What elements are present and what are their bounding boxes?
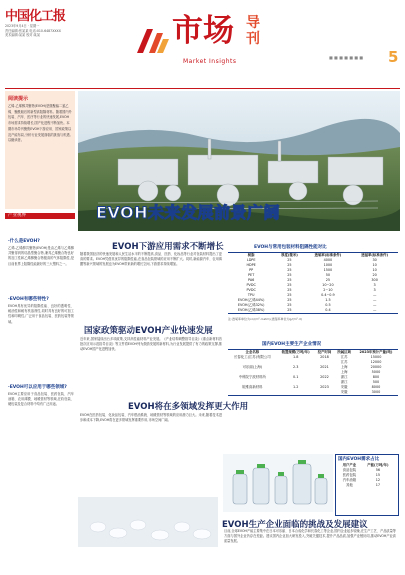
table-header: 装置规模(万吨/年) bbox=[281, 350, 310, 354]
table-cell: 浙江 bbox=[340, 374, 348, 379]
section-title: 市场 bbox=[172, 13, 234, 49]
table-cell: EVOH(乙烯44%) bbox=[237, 297, 265, 302]
table-cell: 2023 bbox=[320, 384, 329, 389]
illustration-bottles bbox=[223, 454, 333, 512]
table-cell: 2~10 bbox=[323, 287, 333, 292]
table-cell: 汽车油箱 bbox=[342, 477, 357, 482]
table-cell: 2021 bbox=[320, 364, 329, 369]
table-cell: 50 bbox=[325, 272, 331, 277]
table-cell: 10~20 bbox=[322, 282, 334, 287]
table-cell: 30 bbox=[372, 257, 377, 262]
table-cell: 17 bbox=[375, 482, 381, 487]
section-logo-icon bbox=[135, 27, 171, 55]
table-cell: — bbox=[372, 297, 377, 302]
table-cell: 上海 bbox=[340, 364, 348, 369]
qa-question: ·EVOH可以应用于哪些领域? bbox=[8, 385, 67, 390]
table-cell: 20000 bbox=[370, 364, 382, 369]
table-header: 透氧率(标准条件) bbox=[314, 253, 342, 257]
table-cell: 4000 bbox=[323, 257, 333, 262]
table-title: 国内EVOH需求占比 bbox=[338, 457, 380, 462]
page-number: 5 bbox=[388, 48, 399, 66]
hero-title: EVOH未来发展前景广阔 bbox=[96, 203, 281, 222]
table-cell: PA6 bbox=[248, 277, 255, 282]
table-cell: 25 bbox=[287, 257, 292, 262]
table-cell: — bbox=[372, 307, 377, 312]
table-cell: 15000 bbox=[370, 354, 382, 359]
article-body: 随着我国经济的快速发展和人民生活水平的不断提高,食品、医药、化妆品等行业对包装材料提出了更高的要求。EVOH凭借其优异的阻隔性能,在食品包装领域的应用不断扩大。同时,新能源汽车、农用薄膜等新兴领域的发展也为EVOH带来新的增长空间,下游需求持续增加。 bbox=[80, 252, 222, 267]
qa-question: ·EVOH有哪些特性? bbox=[8, 297, 49, 302]
table-cell: 25 bbox=[287, 272, 292, 277]
qa-answer: EVOH主要应用于食品包装、医药包装、汽车油箱、农用薄膜、地暖管材等领域,在软包装、硬包装及复合材料中均有广泛用途。 bbox=[8, 392, 74, 407]
table-cell: 安徽 bbox=[340, 389, 348, 394]
table-cell: PVDC bbox=[246, 282, 256, 287]
table-cell: 3 bbox=[373, 287, 376, 292]
table-cell: 15 bbox=[375, 472, 381, 477]
table-cell: 江苏 bbox=[340, 359, 348, 364]
table-cell: 25 bbox=[287, 282, 292, 287]
meta-line: 2023年9月4日 · 星期一 bbox=[5, 24, 40, 28]
table-cell: 安徽 bbox=[340, 384, 348, 389]
qa-answer: EVOH具有优异的阻隔性能、良好的透明性、耐油性和耐有机溶剂性,同时具有良好的可加工性和印刷性,广泛用于食品包装、医药包装等领域。 bbox=[8, 304, 74, 324]
table-title: 国内EVOH主要生产企业情况 bbox=[262, 342, 322, 347]
table-cell: 25 bbox=[287, 267, 292, 272]
table-cell: PP bbox=[249, 267, 254, 272]
table-cell bbox=[277, 390, 315, 395]
table-cell: 20 bbox=[372, 272, 377, 277]
table-cell: 25 bbox=[287, 307, 292, 312]
table-cell: 25 bbox=[287, 297, 292, 302]
table-cell: 1.2 bbox=[292, 384, 299, 389]
masthead-meta bbox=[5, 24, 85, 38]
table-cell: 浙江 bbox=[340, 379, 348, 384]
table-cell: 800 bbox=[372, 374, 380, 379]
table-header: 厚度(微米) bbox=[281, 253, 298, 257]
section-title-en: Market Insights bbox=[183, 58, 237, 65]
illustration-pellets bbox=[78, 497, 218, 547]
masthead-logo: 中国化工报 bbox=[5, 9, 66, 24]
table-cell: 25 bbox=[287, 287, 292, 292]
qa-question: ·什么是EVOH? bbox=[8, 239, 40, 244]
table-cell: 1000 bbox=[323, 262, 333, 267]
table-cell: 25 bbox=[287, 302, 292, 307]
table-cell: 500 bbox=[372, 379, 380, 384]
table-cell: 3000 bbox=[371, 389, 381, 394]
table-header: 产能(万吨/年) bbox=[367, 463, 389, 467]
meta-line: 美术编辑:某某 校对:某某 bbox=[5, 33, 41, 38]
table-cell: — bbox=[372, 292, 377, 297]
table-cell: 1500 bbox=[323, 267, 333, 272]
table-cell: 12 bbox=[375, 477, 381, 482]
table-cell: 10 bbox=[372, 262, 377, 267]
table-cell: 8000 bbox=[371, 384, 381, 389]
demand-table bbox=[338, 463, 395, 488]
article-title: EVOH生产企业面临的挑战及发展建议 bbox=[222, 520, 368, 530]
table-cell: 1.5 bbox=[325, 297, 331, 302]
table-header: 企业名称 bbox=[245, 350, 260, 354]
table-header: 透湿率(标准条件) bbox=[361, 253, 389, 257]
meta-line: 责任编辑:张某某 电话:010-6487XXXX bbox=[5, 28, 61, 33]
producers-table bbox=[228, 349, 398, 396]
table-cell: 2018 bbox=[320, 354, 329, 359]
table-cell: 25 bbox=[287, 292, 292, 297]
article-body: EVOH在医药包装、化妆品包装、汽车燃油系统、地暖管材等领域的应用潜力巨大。未来,随着技术进步和成本下降,EVOH将在更多领域发挥重要作用,市场空间广阔。 bbox=[80, 413, 222, 423]
reading-tip-label: 阅读提示 bbox=[8, 96, 29, 102]
reading-tip-text: 乙烯-乙烯醇共聚物(EVOH)是继聚偏二氯乙烯、聚酰胺后的新型高阻隔材料。随着国内外包装、汽车、医疗等行业的快速发展,EVOH市场需求持续增长,国产化进程不断加快。本期市场导刊聚焦EVOH下游应用、国家政策以及产能布局,分析行业发展面临的挑战与机遇,以飨读者。 bbox=[8, 104, 72, 143]
table-cell: 3 bbox=[373, 282, 376, 287]
table-cell: 医药包装 bbox=[342, 472, 357, 477]
barrier-table bbox=[228, 252, 398, 314]
table-cell: HDPE bbox=[246, 262, 256, 267]
table-cell: 25 bbox=[325, 277, 331, 282]
section-bar-label: 产业视界 bbox=[8, 213, 26, 218]
table-cell: 2.3 bbox=[292, 364, 299, 369]
table-header: 树脂 bbox=[247, 253, 255, 257]
table-cell: 300 bbox=[371, 277, 378, 282]
table-cell: EVOH(乙烯32%) bbox=[237, 302, 265, 307]
table-cell: 56 bbox=[375, 467, 381, 472]
table-row bbox=[228, 390, 398, 395]
table-cell: 皖维高新材料 bbox=[242, 384, 263, 389]
section-subtitle: 导刊 bbox=[246, 15, 260, 47]
table-cell: 0.1 bbox=[292, 374, 299, 379]
table-cell: 上海 bbox=[340, 369, 348, 374]
table-row bbox=[228, 308, 398, 313]
table-cell: 0.5 bbox=[325, 302, 331, 307]
table-cell: 长春化工(江苏)有限公司 bbox=[234, 354, 271, 359]
table-cell bbox=[228, 390, 277, 395]
table-cell: 可乐丽(上海) bbox=[242, 364, 263, 369]
page-decoration: ■ ■ ■ ■ ■ ■ ■ bbox=[329, 55, 364, 60]
table-cell: 食品包装 bbox=[342, 467, 357, 472]
table-cell: 1.8 bbox=[292, 354, 299, 359]
article-body: 近年来,国家陆续出台多项政策,支持高性能材料产业发展。《产业结构调整指导目录》《重点新材料首批次应用示范指导目录》等文件将EVOH列为鼓励发展的新材料,为行业发展提供了有力的政策支撑,推动EVOH国产化进程加快。 bbox=[80, 337, 222, 352]
table-cell: 12000 bbox=[370, 359, 382, 364]
table-cell: — bbox=[372, 302, 377, 307]
table-cell: 25 bbox=[287, 262, 292, 267]
table-cell: 5000 bbox=[371, 369, 381, 374]
table-title: EVOH与常用包装材料阻隔性能对比 bbox=[254, 245, 327, 250]
table-cell: 10 bbox=[372, 267, 377, 272]
divider bbox=[5, 88, 400, 89]
table-row bbox=[338, 483, 395, 488]
table-cell: 其他 bbox=[346, 482, 353, 487]
table-cell: PET bbox=[248, 272, 255, 277]
table-cell: 25 bbox=[287, 277, 292, 282]
table-cell: LDPE bbox=[246, 257, 256, 262]
table-cell bbox=[315, 390, 335, 395]
table-cell: EVOH(乙烯38%) bbox=[237, 307, 265, 312]
article-title: 国家政策驱动EVOH产业快速发展 bbox=[84, 326, 213, 336]
table-header: 2023年预计产量(吨) bbox=[359, 350, 393, 354]
table-cell: 中科院宁波材料所 bbox=[238, 374, 266, 379]
table-header: 投产时间 bbox=[317, 350, 332, 354]
qa-answer: 乙烯-乙烯醇共聚物(EVOH)是由乙烯与乙烯醇共聚得到的结晶型聚合物,兼具乙烯聚合物良好的加工性和乙烯醇聚合物极高的气体阻隔性,是目前世界上阻隔性能最好的三大塑料之一。 bbox=[8, 246, 74, 266]
article-title: EVOH下游应用需求不断增长 bbox=[112, 242, 224, 252]
table-header: 所属区域 bbox=[337, 350, 351, 354]
table-cell: 2022 bbox=[320, 374, 329, 379]
table-cell: 0.4 bbox=[325, 307, 331, 312]
table-note: 注:透氧率单位为cc/(m²·d·atm);透湿率单位为g/(m²·d) bbox=[228, 317, 302, 321]
article-body: 目前,全球EVOH产能主要集中在日本可乐丽、日本合成化学和长春化工等企业,国内企业起步较晚,在生产工艺、产品质量等方面与国外企业仍存在差距。建议国内企业加大研发投入,突破关键技术,提升产品品质,加强产业链协同,推动EVOH产业高质量发展。 bbox=[224, 529, 396, 544]
article-title: EVOH将在多领域发挥更大作用 bbox=[128, 402, 249, 412]
table-cell: 0.4~0.9 bbox=[321, 292, 335, 297]
table-cell: 江苏 bbox=[340, 354, 348, 359]
table-cell: PVDC bbox=[246, 287, 256, 292]
table-header: 用户产业 bbox=[342, 463, 357, 467]
table-cell: TPU bbox=[247, 292, 255, 297]
